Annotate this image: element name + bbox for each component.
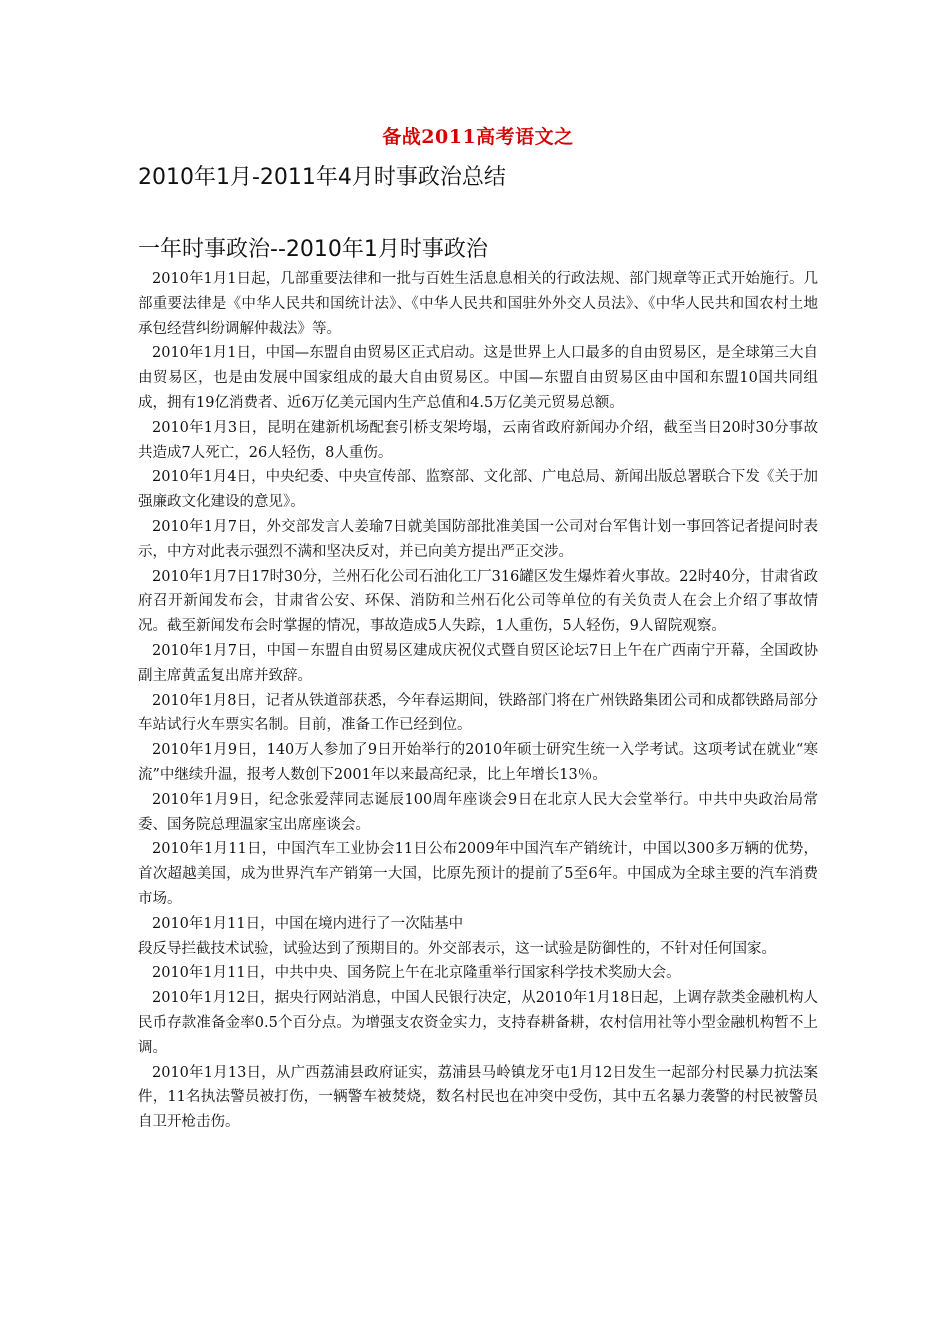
paragraph: 2010年1月11日，中国汽车工业协会11日公布2009年中国汽车产销统计，中国以300多万辆的优势，首次超越美国，成为世界汽车产销第一大国，比原先预计的提前了5至6年。中国成为全球主要的汽车消费市场。 bbox=[138, 841, 818, 907]
paragraph: 2010年1月1日起，几部重要法律和一批与百姓生活息息相关的行政法规、部门规章等正式开始施行。几部重要法律是《中华人民共和国统计法》、《中华人民共和国驻外外交人员法》、《中华人民共和国农村土地承包经营纠纷调解仲裁法》等。 bbox=[138, 271, 818, 337]
document-body bbox=[138, 267, 818, 1135]
paragraph: 2010年1月1日，中国—东盟自由贸易区正式启动。这是世界上人口最多的自由贸易区，是全球第三大自由贸易区，也是由发展中国家组成的最大自由贸易区。中国—东盟自由贸易区由中国和东盟10国共同组成，拥有19亿消费者、近6万亿美元国内生产总值和4.5万亿美元贸易总额。 bbox=[138, 345, 818, 411]
paragraph: 2010年1月7日17时30分，兰州石化公司石油化工厂316罐区发生爆炸着火事故。22时40分，甘肃省政府召开新闻发布会，甘肃省公安、环保、消防和兰州石化公司等单位的有关负责人在会上介绍了事故情况。截至新闻发布会时掌握的情况，事故造成5人失踪，1人重伤，5人轻伤，9人留院观察。 bbox=[138, 568, 818, 635]
paragraph: 2010年1月7日，中国－东盟自由贸易区建成庆祝仪式暨自贸区论坛7日上午在广西南宁开幕，全国政协副主席黄孟复出席并致辞。 bbox=[138, 642, 818, 684]
paragraph: 2010年1月7日，外交部发言人姜瑜7日就美国防部批准美国一公司对台军售计划一事回答记者提问时表示，中方对此表示强烈不满和坚决反对，并已向美方提出严正交涉。 bbox=[138, 518, 818, 560]
paragraph: 2010年1月9日，纪念张爱萍同志诞辰100周年座谈会9日在北京人民大会堂举行。中共中央政治局常委、国务院总理温家宝出席座谈会。 bbox=[138, 791, 818, 833]
document-subtitle: 2010年1月-2011年4月时事政治总结 bbox=[138, 165, 506, 190]
paragraph: 2010年1月11日，中共中央、国务院上午在北京隆重举行国家科学技术奖励大会。 bbox=[152, 965, 681, 982]
paragraph: 2010年1月3日，昆明在建新机场配套引桥支架垮塌，云南省政府新闻办介绍，截至当日20时30分事故共造成7人死亡，26人轻伤，8人重伤。 bbox=[138, 419, 818, 461]
paragraph: 2010年1月4日，中央纪委、中央宣传部、监察部、文化部、广电总局、新闻出版总署联合下发《关于加强廉政文化建设的意见》。 bbox=[138, 469, 818, 511]
document-title: 备战2011高考语文之 bbox=[382, 126, 574, 148]
paragraph: 2010年1月13日，从广西荔浦县政府证实，荔浦县马岭镇龙牙屯1月12日发生一起部分村民暴力抗法案件，11名执法警员被打伤，一辆警车被焚烧，数名村民也在冲突中受伤，其中五名暴力袭警的村民被警员自卫开枪击伤。 bbox=[138, 1064, 818, 1131]
section-heading: 一年时事政治--2010年1月时事政治 bbox=[138, 237, 488, 262]
paragraph: 2010年1月12日，据央行网站消息，中国人民银行决定，从2010年1月18日起，上调存款类金融机构人民币存款准备金率0.5个百分点。为增强支农资金实力，支持春耕备耕，农村信用社等小型金融机构暂不上调。 bbox=[138, 990, 818, 1056]
paragraph: 2010年1月9日，140万人参加了9日开始举行的2010年硕士研究生统一入学考试。这项考试在就业“寒流”中继续升温，报考人数创下2001年以来最高纪录，比上年增长13％。 bbox=[138, 742, 818, 783]
paragraph: 2010年1月8日，记者从铁道部获悉，今年春运期间，铁路部门将在广州铁路集团公司和成都铁路局部分车站试行火车票实名制。目前，准备工作已经到位。 bbox=[138, 692, 818, 734]
paragraph: 2010年1月11日，中国在境内进行了一次陆基中 bbox=[152, 915, 464, 932]
paragraph-continuation: 段反导拦截技术试验，试验达到了预期目的。外交部表示，这一试验是防御性的，不针对任何国家。 bbox=[138, 940, 776, 957]
